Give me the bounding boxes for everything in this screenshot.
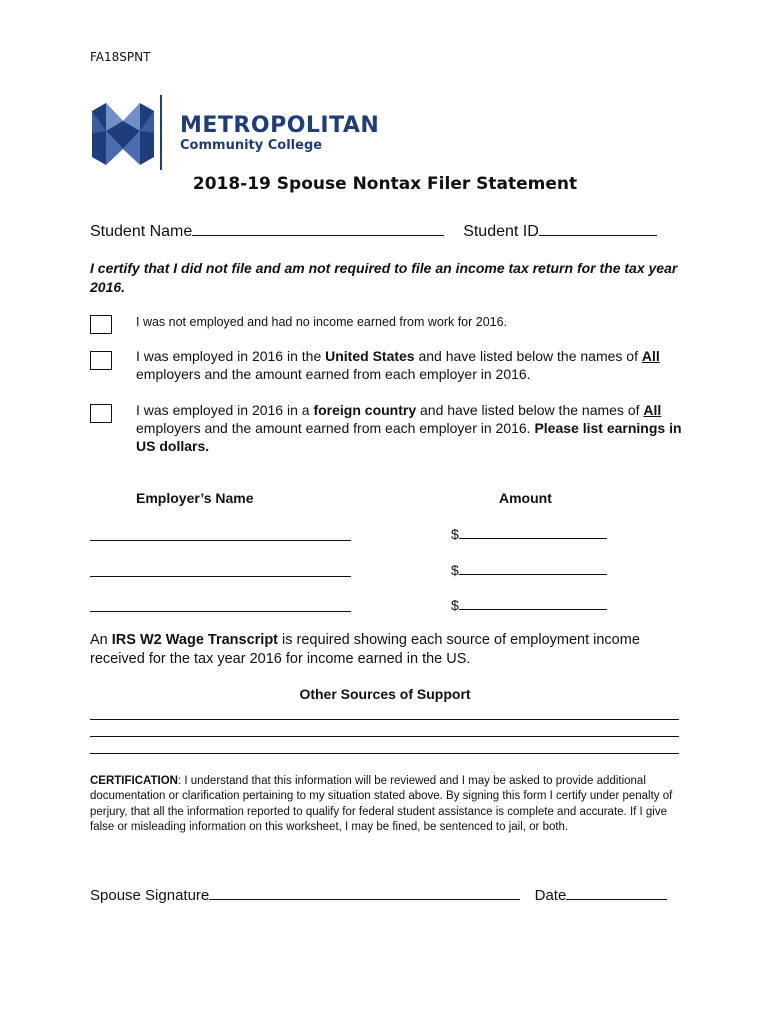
spouse-signature-label: Spouse Signature [90, 887, 210, 904]
form-code: FA18SPNT [90, 50, 151, 64]
note-bold-text: IRS W2 Wage Transcript [111, 632, 279, 648]
amount-header: Amount [499, 490, 552, 506]
note-text: is required showing each source of employment income received for the tax year 2016 for income earned in the US. [90, 632, 640, 667]
option-bold-text: Please list earnings in US dollars. [136, 420, 682, 454]
option-bold-text: United States [325, 348, 415, 364]
option-text: employers and the amount earned from each employer in 2016. [136, 420, 535, 436]
checkbox-not-employed[interactable] [90, 315, 112, 334]
note-text: An [90, 632, 112, 648]
option-text: and have listed below the names of [414, 348, 642, 364]
logo-subtitle: Community College [180, 138, 323, 153]
other-sources-line[interactable] [90, 736, 679, 737]
irs-transcript-note [90, 631, 690, 669]
checkbox-employed-us[interactable] [90, 351, 112, 370]
employer-name-header: Employer’s Name [136, 490, 254, 506]
signature-row [90, 885, 667, 904]
employer-name-field[interactable] [90, 611, 351, 612]
option-bold-text: foreign country [313, 402, 417, 418]
other-sources-header: Other Sources of Support [299, 686, 471, 702]
employer-name-field[interactable] [90, 576, 351, 577]
amount-field[interactable] [451, 526, 607, 542]
currency-symbol: $ [451, 526, 459, 542]
student-name-field[interactable] [192, 221, 444, 236]
college-logo [92, 95, 392, 173]
option-text: I was employed in 2016 in the [136, 348, 326, 364]
spouse-signature-field[interactable] [209, 885, 520, 900]
other-sources-line[interactable] [90, 753, 679, 754]
student-id-field[interactable] [539, 221, 657, 236]
option-text: and have listed below the names of [416, 402, 644, 418]
certify-statement: I certify that I did not file and am not required to file an income tax return for the tax year 2016. [90, 260, 678, 295]
certification-text: : I understand that this information will be reviewed and I may be asked to provide additional documentation or clarification pertaining to my situation stated above. By signing this form I certify under penalty of perjury, that all the information reported to qualify for federal student assistance is complete and accurate. If I give false or misleading information on this worksheet, I may be fined, be sentenced to jail, or both. [90, 775, 673, 833]
option-underline-text: All [643, 402, 662, 418]
amount-field[interactable] [451, 597, 607, 613]
certification-label: CERTIFICATION [90, 775, 178, 787]
option-text: I was employed in 2016 in a [136, 402, 314, 418]
date-label: Date [534, 887, 567, 904]
logo-divider [160, 95, 162, 170]
page-title: 2018-19 Spouse Nontax Filer Statement [192, 174, 578, 194]
logo-name: METROPOLITAN [180, 113, 380, 138]
date-field[interactable] [566, 885, 667, 900]
amount-field[interactable] [451, 562, 607, 578]
employer-name-field[interactable] [90, 540, 351, 541]
student-info-row [90, 221, 657, 241]
other-sources-line[interactable] [90, 719, 679, 720]
option-text: employers and the amount earned from each employer in 2016. [136, 366, 531, 382]
option-underline-text: All [641, 348, 660, 364]
student-name-label: Student Name [90, 223, 193, 240]
option-employed-foreign [136, 401, 696, 455]
checkbox-employed-foreign[interactable] [90, 404, 112, 423]
certification-paragraph [90, 774, 690, 835]
currency-symbol: $ [451, 597, 459, 613]
currency-symbol: $ [451, 562, 459, 578]
student-id-label: Student ID [463, 223, 539, 240]
logo-mark-icon [92, 103, 154, 165]
option-not-employed: I was not employed and had no income earned from work for 2016. [136, 315, 508, 329]
option-employed-us [136, 347, 696, 383]
